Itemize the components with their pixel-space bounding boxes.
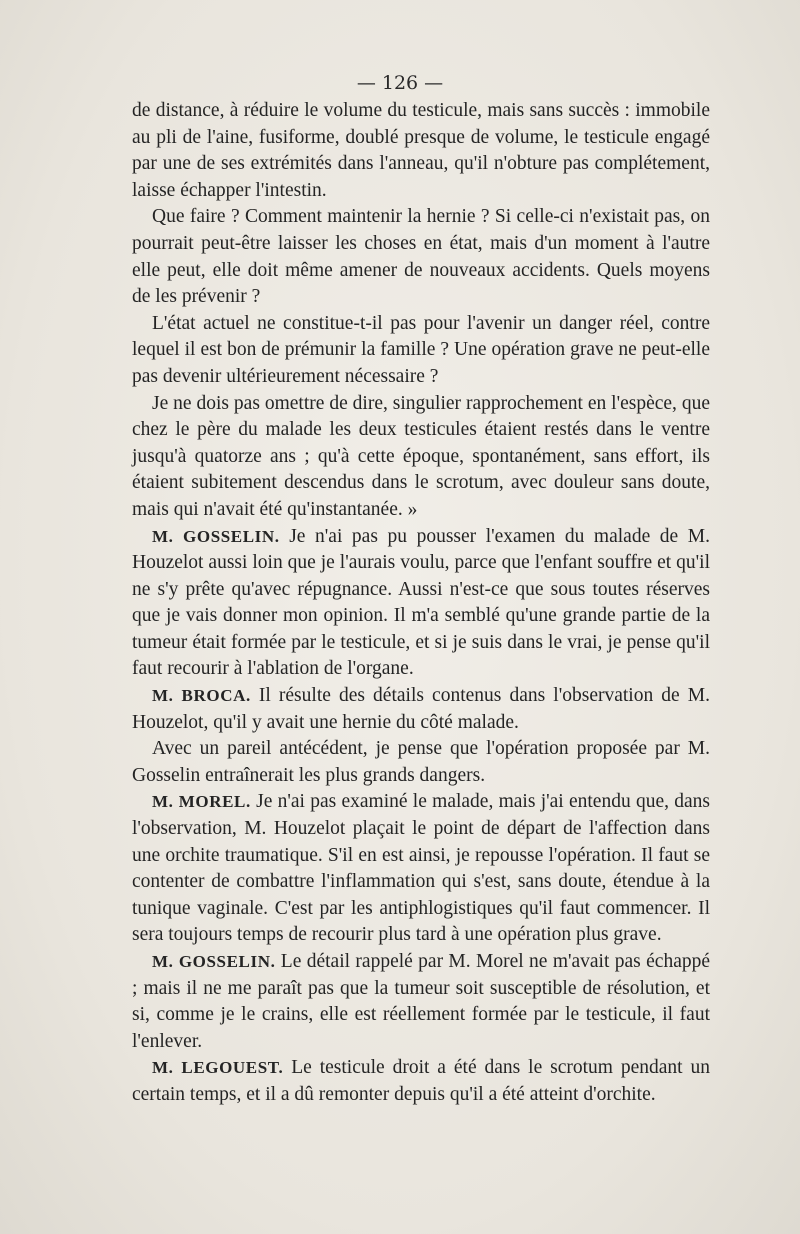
paragraph-text: Je ne dois pas omettre de dire, singulier rapprochement en l'espèce, que chez le père du malade les deux testicules étaient restés dans le ventre jusqu'à quatorze ans ; qu'à cette époque, spontanément, sans effort, ils étaient subitement descendus dans le scrotum, avec douleur sans doute, mais qui n'avait été qu'instantanée. » <box>132 392 710 520</box>
speaker-name: M. GOSSELIN. <box>152 952 276 971</box>
page-body <box>132 98 710 1109</box>
paragraph-text: de distance, à réduire le volume du testicule, mais sans succès : immobile au pli de l'aine, fusiforme, doublé presque de volume, le testicule engagé par une de ses extrémités dans l'anneau, qu'il n'obture pas complétement, laisse échapper l'intestin. <box>132 100 710 201</box>
paragraph-text: Le détail rappelé par M. Morel ne m'avait pas échappé ; mais il ne me paraît pas que la tumeur soit susceptible de résolution, et si, comme je le crains, elle est réellement formée par le testicule, il faut l'enlever. <box>132 951 711 1052</box>
speaker-name: M. BROCA. <box>152 686 251 706</box>
paragraph-text: Le testicule droit a été dans le scrotum pendant un certain temps, et il a dû remonter depuis qu'il a été atteint d'orchite. <box>132 1057 710 1105</box>
speaker-paragraph <box>132 789 710 949</box>
paragraph-text: Je n'ai pas examiné le malade, mais j'ai entendu que, dans l'observation, M. Houzelot plaçait le point de départ de l'affection dans une orchite traumatique. S'il en est ainsi, je repousse l'opération. Il faut se contenter de combattre l'inflammation qui s'est, sans doute, étendue à la tunique vaginale. C'est par les antiphlogistiques qu'il faut commencer. Il sera toujours temps de recourir plus tard à une opération plus grave. <box>132 791 711 946</box>
paragraph-text: Il résulte des détails contenus dans l'observation de M. Houzelot, qu'il y avait une hernie du côté malade. <box>132 685 711 733</box>
paragraph <box>132 736 710 789</box>
paragraph-text: Que faire ? Comment maintenir la hernie ? Si celle-ci n'existait pas, on pourrait peut-être laisser les choses en état, mais d'un moment à l'autre elle peut, elle doit même amener de nouveaux accidents. Quels moyens de les prévenir ? <box>132 206 710 308</box>
speaker-name: M. LEGOUEST. <box>152 1058 284 1078</box>
speaker-paragraph <box>132 683 710 736</box>
paragraph-text: Je n'ai pas pu pousser l'examen du malade de M. Houzelot aussi loin que je l'aurais voulu, parce que l'enfant souffre et qu'il ne s'y prête qu'avec répugnance. Aussi n'est-ce que sous toutes réserves que je vais donner mon opinion. Il m'a semblé qu'une grande partie de la tumeur était formée par le testicule, et si je suis dans le vrai, je pense qu'il faut recourir à l'ablation de l'organe. <box>132 525 711 680</box>
speaker-paragraph <box>132 1055 710 1108</box>
paragraph <box>132 204 710 310</box>
paragraph <box>132 311 710 391</box>
page-number: — 126 — <box>356 72 444 94</box>
paragraph-text: L'état actuel ne constitue-t-il pas pour l'avenir un danger réel, contre lequel il est bon de prémunir la famille ? Une opération grave ne peut-elle pas devenir ultérieurement nécessaire ? <box>132 312 710 387</box>
paragraph <box>132 391 710 524</box>
speaker-name: M. MOREL. <box>152 792 251 812</box>
paragraph <box>132 98 710 204</box>
paragraph-text: Avec un pareil antécédent, je pense que l'opération proposée par M. Gosselin entraînerait les plus grands dangers. <box>132 738 710 786</box>
speaker-paragraph <box>132 524 710 684</box>
speaker-name: M. GOSSELIN. <box>152 526 280 546</box>
speaker-paragraph <box>132 949 710 1055</box>
